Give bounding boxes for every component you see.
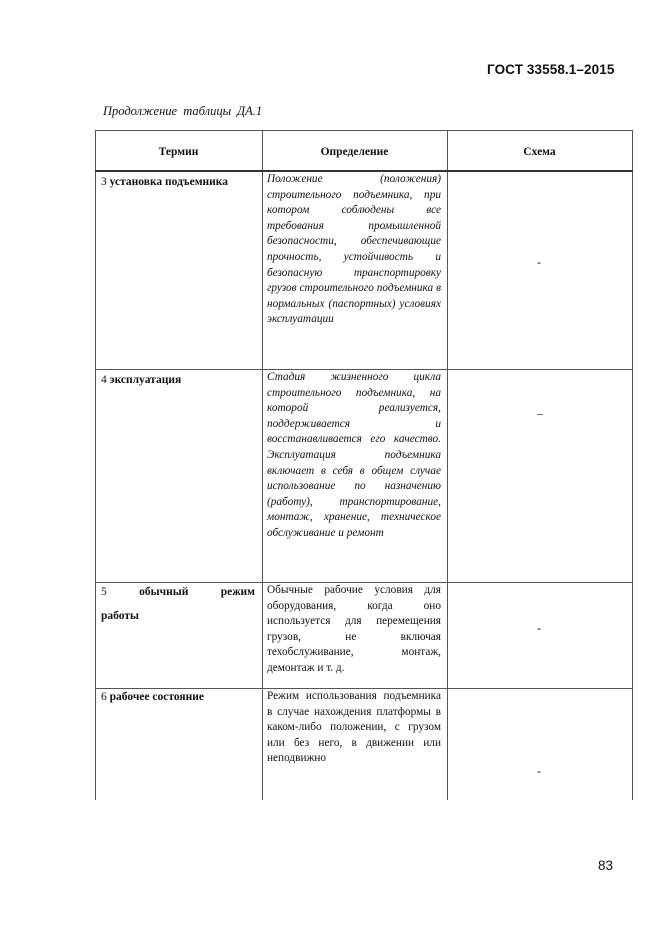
scheme-cell: - (537, 621, 541, 635)
term-cell (101, 175, 228, 189)
column-divider-1 (262, 130, 263, 800)
term-number: 5 (101, 586, 107, 598)
term-name: установка подъемника (109, 176, 228, 188)
term-cell-continuation (101, 609, 139, 623)
column-header-definition: Определение (320, 146, 389, 158)
table-caption: Продолжение таблицы ДА.1 (103, 104, 263, 118)
table-border-top (95, 130, 633, 131)
scheme-cell: – (537, 406, 543, 420)
definition-cell: Положение (положения) строительного подъемника, при котором соблюдены все требования промышленной безопасности, обеспечивающие прочность, устойчивость и безопасную транспортировку грузов строительного подъемника в нормальных (паспортных) условиях эксплуатации (267, 173, 441, 326)
term-cell (101, 585, 255, 599)
page-number: 83 (598, 858, 614, 873)
term-cell (101, 373, 181, 387)
term-name: обычный режим (139, 586, 255, 598)
column-divider-2 (447, 130, 448, 800)
column-header-scheme: Схема (523, 146, 556, 158)
term-name: работы (101, 610, 139, 622)
table-border-right (632, 130, 633, 800)
definition-cell: Режим использования подъемника в случае нахождения платформы в каком-либо положении, с грузом или без него, в движении или неподвижно (267, 690, 441, 765)
term-cell (101, 690, 204, 704)
term-name: эксплуатация (109, 374, 182, 386)
definition-cell: Обычные рабочие условия для оборудования, когда оно используется для перемещения грузов, не включая техобслуживание, монтаж, демонтаж и т. д. (267, 584, 441, 674)
scheme-cell: - (537, 255, 541, 269)
term-number: 3 (101, 176, 107, 188)
standard-designation: ГОСТ 33558.1–2015 (487, 62, 615, 77)
definition-cell: Стадия жизненного цикла строительного подъемника, на которой реализуется, поддерживается и восстанавливается его качество. Эксплуатация подъемника включает в себя в общем случае использование по назначению (работу), транспортирование, монтаж, хранение, техническое обслуживание и ремонт (267, 371, 441, 539)
term-number: 4 (101, 374, 107, 386)
table-border-left (95, 130, 96, 800)
column-header-term: Термин (158, 146, 199, 158)
term-name: рабочее состояние (109, 691, 204, 703)
scheme-cell: - (537, 764, 541, 778)
term-number: 6 (101, 691, 107, 703)
